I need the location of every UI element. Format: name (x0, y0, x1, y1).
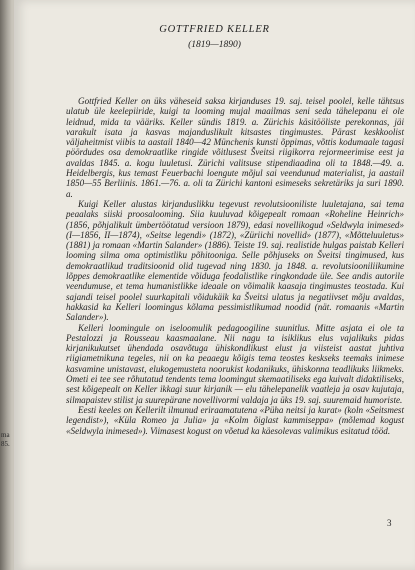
facing-page-fragment: ma 85. (1, 431, 10, 448)
paragraph-1: Gottfried Keller on üks väheseid saksa kirjanduses 19. saj. teisel poolel, kelle tähtsus ulatub üle keelepiiride, kuigi ta looming mujal maailmas seni seda tähelepanu ei ole leidnud, mida ta vääriks. Keller sündis 1819. a. Zürichis käsitööliste perekonnas, jäi varakult isata ja kasvas majanduslikult kitsastes tingimustes. Pärast keskkoolist väljaheitmist viibis ta aastail 1840—42 Münchenis kunsti õppimas, võttis kodumaale tagasi pöördudes osa demokraatlike ringide võitlusest Šveitsi riigikorra rejormeerimise eest ja avaldas 1845. a. kogu luuletusi. Zürichi valitsuse stipendiaadina oli ta 1848.—49. a. Heidelbergis, kus temast Feuerbachi loengute mõjul sai veendunud materialist, ja aastail 1850—55 Berliinis. 1861.—76. a. oli ta Zürichi kantoni esimeseks sekretäriks ja suri 1890. a. (66, 96, 404, 199)
paragraph-3: Kelleri loomingule on iseloomulik pedagoogiline suunitlus. Mitte asjata ei ole ta Pestalozzi ja Rousseau kaasmaalane. Nii nagu ta isiklikus elus vajalikuks pidas kirjanikukutset ühendada osavõtuga ühiskondlikust elust ja viisteist aastat juhtiva riigiametnikuna tegeles, nii on ka peaaegu kõigis tema teostes keskseks teemaks inimese kasvamine unistavast, elukogemusteta noorukist kodanikuks, ühiskonna teadlikuks liikmeks. Ometi ei tee see rõhutatud tendents tema loomingut skemaatiliseks ega kuivalt didaktiliseks, sest kõigepealt on Keller ikkagi suur kirjanik — elu tähelepanelik vaatleja ja osav kujutaja, silmapaistev stilist ja suurepärane novellivormi valdaja ja üks 19. saj. suuremaid humoriste. (66, 322, 404, 405)
article-body (66, 96, 404, 436)
author-years: (1819—1890) (188, 40, 241, 50)
paragraph-2: Kuigi Keller alustas kirjanduslikku tegevust revolutsiooniliste luuletajana, sai tema peaalaks siiski proosalooming. Siia kuuluvad kõigepealt romaan «Roheline Heinrich» (1856, põhjalikult ümbertöötatud versioon 1879), edasi novellikogud «Seldwyla inimesed» (I—1856, II—1874), «Seitse legendi» (1872), «Züriichi novellid» (1877), «Mõtteluuletus» (1881) ja romaan «Martin Salander» (1886). Teiste 19. saj. realistide hulgas paistab Kelleri looming silma oma optimistliku põhitooniga. Selle põhjuseks on Šveitsi tingimused, kus demokraatlikud traditsioonid olid tugevad ning 1830. ja 1848. a. revolutsiooniliikumine lõppes demokraatlike elementide võiduga feodalistlike ringkondade üle. See andis autorile veendumuse, et tema humanistlikke ideaale on võimalik kaasaja tingimustes teostada. Kui sajandi teisel poolel suurkapitali võidukäik ka Šveitsi ulatus ja negatiivset mõju avaldas, hakkasid ka Kelleri loomingus kõlama pessimistlikumad noodid (nät. romaanis «Martin Salander»). (66, 198, 404, 323)
book-spine-shadow (0, 0, 12, 570)
book-page (14, 0, 415, 570)
page-title: GOTTFRIED KELLER (159, 24, 270, 35)
paragraph-4: Eesti keeles on Kellerilt ilmunud eriraamatutena «Püha neitsi ja kurat» (koln «Seitsmest legendist»), «Küla Romeo ja Julia» ja «Kolm õiglast kammiseppa» (mõlemad kogust «Seldwyla inimesed»). Viimasest kogust on võetud ka käesolevas valimikus esitatud tööd. (66, 404, 404, 436)
page-number: 3 (387, 518, 392, 528)
